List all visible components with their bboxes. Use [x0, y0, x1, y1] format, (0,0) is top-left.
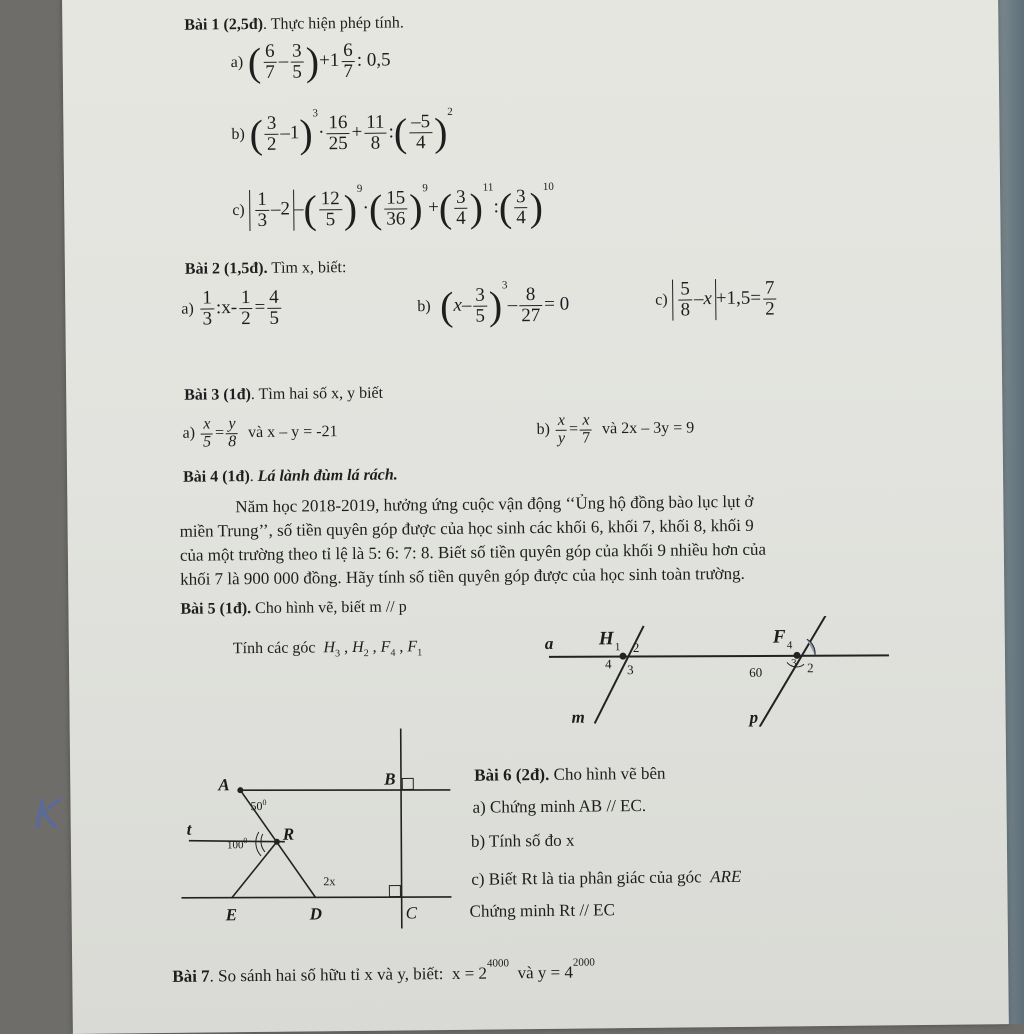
- bai7-y-exp: 2000: [572, 956, 595, 969]
- bai7-x-exp: 4000: [486, 957, 509, 970]
- bai1-b: b) ( $\frac{3}{2}$ –1)$^3$· $\frac{16}{25}$ + $\frac{11}{8}$ :( $\frac{-5}{4}$ )$^2$: [231, 105, 453, 157]
- bai2-b-label: b): [417, 297, 431, 316]
- bai5-task-text: Tính các góc: [232, 639, 316, 658]
- bai7-title: Bài 7: [172, 966, 210, 986]
- bai6-item-d: Chứng minh Rt // EC: [469, 900, 615, 921]
- label-f2: 2: [807, 660, 814, 676]
- bai1-c-label: c): [232, 201, 245, 220]
- line-a: [549, 653, 889, 659]
- bai6-heading: [474, 764, 665, 786]
- header-text: [662, 0, 802, 3]
- label-p: p: [749, 707, 759, 727]
- bai4-line-2: miền Trung’’, số tiền quyên góp được của học sinh các khối 6, khối 7, khối 8, khối 9: [179, 515, 754, 541]
- line-AB: [240, 788, 450, 792]
- angle-R-arc-2: [256, 832, 261, 856]
- bai6-angle-name: ARE: [710, 866, 742, 887]
- bai7-x: x = 2: [451, 963, 488, 983]
- bai2-a-label: a): [181, 300, 194, 318]
- bai1-a-label: a): [230, 53, 244, 72]
- bai6-title: Bài 6 (2đ).: [474, 764, 550, 785]
- label-A: A: [218, 775, 230, 795]
- bai3-a: a) $\frac{x}{5}$ = $\frac{y}{8}$ và x – y = -21: [182, 415, 338, 451]
- label-h2: 2: [632, 639, 640, 656]
- bai1-heading: [184, 14, 404, 34]
- bai2-instruction: Tìm x, biết:: [267, 259, 347, 277]
- bai6-figure: [174, 728, 476, 941]
- bai6-item-c-text: c) Biết Rt là tia phân giác của góc: [471, 867, 702, 889]
- bai2-heading: [185, 259, 347, 279]
- angle-R-arc: [261, 834, 265, 852]
- right-angle-B: [402, 778, 413, 789]
- bai2-title: Bài 2 (1,5đ).: [184, 259, 268, 278]
- label-f60: 60: [749, 664, 763, 680]
- label-F: F: [772, 626, 786, 648]
- bai6-instruction: Cho hình vẽ bên: [549, 763, 666, 784]
- bai2-c: c) $\frac{5}{8}$ –x +1,5= $\frac{7}{2}$: [655, 277, 775, 321]
- bai4-title: Bài 4 (1đ): [182, 468, 250, 486]
- line-p: [759, 615, 828, 727]
- bai7-y: và y = 4: [517, 962, 573, 983]
- label-B: B: [384, 769, 396, 789]
- bai4-line-3: của một trường theo tỉ lệ là 5: 6: 7: 8. Biết số tiền quyên góp của khối 9 nhiều hơn của: [179, 539, 767, 565]
- label-H-sub: 1: [614, 641, 621, 654]
- line-EC: [181, 895, 451, 900]
- bai3-b: b) $\frac{x}{y}$ = $\frac{x}{7}$ và 2x – 3y = 9: [536, 411, 695, 447]
- bai5-figure: [539, 615, 910, 729]
- bai3-b-rest: và 2x – 3y = 9: [601, 419, 695, 438]
- label-E: E: [225, 905, 238, 925]
- bai3-heading: [184, 385, 383, 405]
- label-C: C: [405, 903, 418, 923]
- bai1-c: c) $\frac{1}{3}$ –2 –( $\frac{12}{5}$ )$^9$·( $\frac{15}{36}$ )$^9$+( $\frac{3}{4}$ )$^{11}$:( $\frac{3}{4}$ )$^{10}$: [232, 180, 554, 232]
- label-t: t: [186, 819, 192, 839]
- bai3-b-label: b): [536, 420, 551, 439]
- exam-sheet: [62, 0, 1009, 1034]
- bai6-item-b: b) Tính số đo x: [470, 830, 575, 851]
- bai1-b-label: b): [231, 125, 245, 144]
- bai4-subtitle: Lá lành đùm lá rách.: [257, 466, 398, 485]
- bai4-heading: Bài 4 (1đ). Lá lành đùm lá rách.: [182, 466, 398, 486]
- label-angle-D: 2x: [323, 874, 336, 889]
- right-angle-C: [389, 886, 400, 897]
- bai1-a: a) ( $\frac{6}{7}$ – $\frac{3}{5}$ )+1 $\frac{6}{7}$ : 0,5: [230, 38, 391, 85]
- label-m: m: [571, 707, 585, 727]
- bai3-title: Bài 3 (1đ): [184, 386, 251, 404]
- bai1-title: Bài 1 (2,5đ): [184, 15, 264, 34]
- bai5-instruction: Cho hình vẽ, biết m // p: [251, 598, 407, 618]
- bai7-instruction: . So sánh hai số hữu tỉ x và y, biết:: [209, 964, 444, 986]
- point-H: [619, 653, 626, 660]
- bai3-a-label: a): [182, 424, 196, 442]
- bai5-task: Tính các góc $H_3$ , $H_2$ , $F_4$ , $F_1$: [232, 638, 423, 660]
- bai7-line: [172, 956, 595, 986]
- label-angle-R: $100^0$: [226, 836, 248, 852]
- label-a: a: [544, 633, 554, 653]
- label-D: D: [309, 904, 323, 924]
- bai2-a: a) $\frac{1}{3}$ :x- $\frac{1}{2}$ = $\frac{4}{5}$: [181, 286, 280, 330]
- line-BC: [400, 728, 403, 928]
- bai6-item-a: a) Chứng minh AB // EC.: [472, 795, 647, 817]
- label-h3: 3: [627, 662, 634, 678]
- bai5-title: Bài 5 (1đ).: [180, 600, 252, 618]
- bai1-instruction: . Thực hiện phép tính.: [262, 14, 404, 33]
- margin-handwriting-K: K: [34, 792, 61, 838]
- label-F-sub: 4: [786, 639, 793, 652]
- bai5-heading: [180, 598, 406, 618]
- label-angle-A: $50^0$: [250, 797, 267, 814]
- bai6-item-c: [471, 865, 741, 892]
- label-H: H: [598, 628, 614, 650]
- bai2-b: b) (x– $\frac{3}{5}$ )$^3$– $\frac{8}{27}$ = 0: [417, 279, 570, 329]
- label-h4: 4: [604, 656, 612, 672]
- bai3-a-rest: và x – y = -21: [247, 423, 338, 442]
- bai2-c-label: c): [655, 291, 668, 309]
- label-f3: 3: [790, 657, 797, 670]
- bai3-instruction: . Tìm hai số x, y biết: [250, 384, 384, 404]
- bai4-line-1: Năm học 2018-2019, hưởng ứng cuộc vận động ‘‘Ủng hộ đồng bào lục lụt ở: [235, 491, 754, 517]
- label-R: R: [282, 824, 295, 844]
- bai4-line-4: khối 7 là 900 000 đồng. Hãy tính số tiền quyên góp được của học sinh toàn trường.: [180, 563, 745, 589]
